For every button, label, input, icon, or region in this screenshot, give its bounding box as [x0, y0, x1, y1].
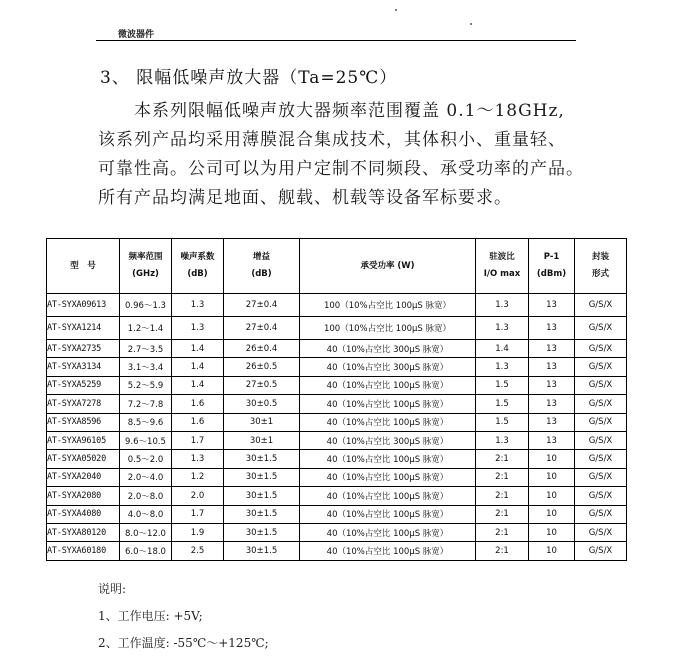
- cell-power: 40（10%占空比 100μS 脉宽）: [300, 413, 476, 431]
- intro-line: 本系列限幅低噪声放大器频率范围覆盖 0.1～18GHz,: [134, 101, 565, 121]
- cell-pkg: G/S/X: [575, 505, 627, 523]
- cell-freq: 2.0～8.0: [120, 487, 172, 505]
- cell-model: AT-SYXA80120: [47, 523, 120, 541]
- cell-freq: 2.0～4.0: [120, 468, 172, 486]
- cell-freq: 7.2～7.8: [120, 395, 172, 413]
- cell-model: AT-SYXA8596: [47, 413, 120, 431]
- spec-table: [46, 238, 627, 561]
- cell-model: AT-SYXA96105: [47, 431, 120, 449]
- cell-vswr: 2:1: [476, 505, 529, 523]
- cell-model: AT-SYXA5259: [47, 376, 120, 394]
- cell-nf: 1.9: [172, 523, 224, 541]
- table-row: [47, 317, 627, 340]
- cell-vswr: 2:1: [476, 487, 529, 505]
- cell-gain: 30±0.5: [224, 395, 300, 413]
- cell-gain: 30±1.5: [224, 523, 300, 541]
- cell-freq: 3.1～3.4: [120, 358, 172, 376]
- cell-freq: 0.96～1.3: [120, 294, 172, 317]
- cell-pkg: G/S/X: [575, 431, 627, 449]
- cell-nf: 2.5: [172, 542, 224, 560]
- cell-nf: 1.4: [172, 340, 224, 358]
- cell-model: AT-SYXA4080: [47, 505, 120, 523]
- cell-model: AT-SYXA60180: [47, 542, 120, 560]
- notes: [98, 576, 269, 657]
- cell-power: 40（10%占空比 100μS 脉宽）: [300, 487, 476, 505]
- cell-p1: 13: [529, 358, 575, 376]
- cell-model: AT-SYXA2735: [47, 340, 120, 358]
- table-row: [47, 340, 627, 358]
- cell-p1: 10: [529, 487, 575, 505]
- table-row: [47, 487, 627, 505]
- cell-nf: 1.7: [172, 505, 224, 523]
- speck-dot: [395, 9, 397, 11]
- cell-freq: 5.2～5.9: [120, 376, 172, 394]
- table-row: [47, 413, 627, 431]
- cell-power: 40（10%占空比 100μS 脉宽）: [300, 450, 476, 468]
- cell-gain: 26±0.5: [224, 358, 300, 376]
- cell-pkg: G/S/X: [575, 487, 627, 505]
- col-header-freq: 频率范围 (GHz): [120, 239, 172, 294]
- header-label: 微波器件: [118, 30, 155, 40]
- cell-vswr: 1.5: [476, 376, 529, 394]
- col-header-power: 承受功率 (W): [300, 239, 476, 294]
- cell-vswr: 2:1: [476, 468, 529, 486]
- cell-power: 40（10%占空比 100μS 脉宽）: [300, 468, 476, 486]
- cell-nf: 1.3: [172, 450, 224, 468]
- section-title: 3、 限幅低噪声放大器（Ta=25℃）: [100, 68, 398, 88]
- cell-freq: 8.5～9.6: [120, 413, 172, 431]
- cell-model: AT-SYXA7278: [47, 395, 120, 413]
- note-item: 1、工作电压: +5V;: [98, 609, 203, 623]
- cell-vswr: 1.3: [476, 317, 529, 340]
- cell-gain: 30±1.5: [224, 450, 300, 468]
- notes-title: 说明:: [98, 582, 127, 596]
- cell-gain: 30±1.5: [224, 468, 300, 486]
- cell-pkg: G/S/X: [575, 542, 627, 560]
- cell-p1: 10: [529, 523, 575, 541]
- cell-pkg: G/S/X: [575, 340, 627, 358]
- cell-vswr: 2:1: [476, 542, 529, 560]
- cell-nf: 1.3: [172, 317, 224, 340]
- cell-vswr: 2:1: [476, 523, 529, 541]
- cell-pkg: G/S/X: [575, 358, 627, 376]
- intro-line: 该系列产品均采用薄膜混合集成技术，其体积小、重量轻、: [98, 130, 566, 150]
- col-header-vswr: 驻波比 I/O max: [476, 239, 529, 294]
- cell-nf: 2.0: [172, 487, 224, 505]
- cell-freq: 4.0～8.0: [120, 505, 172, 523]
- intro-line: 所有产品均满足地面、舰载、机载等设备军标要求。: [98, 188, 512, 208]
- table-row: [47, 294, 627, 317]
- cell-p1: 10: [529, 468, 575, 486]
- cell-p1: 10: [529, 505, 575, 523]
- cell-nf: 1.7: [172, 431, 224, 449]
- cell-p1: 13: [529, 376, 575, 394]
- cell-model: AT-SYXA2040: [47, 468, 120, 486]
- cell-power: 40（10%占空比 100μS 脉宽）: [300, 523, 476, 541]
- cell-pkg: G/S/X: [575, 376, 627, 394]
- cell-p1: 10: [529, 450, 575, 468]
- col-header-gain: 增益 (dB): [224, 239, 300, 294]
- cell-gain: 26±0.4: [224, 340, 300, 358]
- col-header-model: 型 号: [47, 239, 120, 294]
- cell-nf: 1.4: [172, 376, 224, 394]
- cell-pkg: G/S/X: [575, 317, 627, 340]
- table-header-row: [47, 239, 627, 294]
- cell-model: AT-SYXA05020: [47, 450, 120, 468]
- cell-p1: 13: [529, 413, 575, 431]
- cell-power: 40（10%占空比 100μS 脉宽）: [300, 542, 476, 560]
- cell-vswr: 1.3: [476, 294, 529, 317]
- cell-gain: 30±1: [224, 413, 300, 431]
- cell-model: AT-SYXA2080: [47, 487, 120, 505]
- cell-gain: 30±1.5: [224, 487, 300, 505]
- cell-power: 40（10%占空比 300μS 脉宽）: [300, 431, 476, 449]
- table-row: [47, 450, 627, 468]
- table-row: [47, 542, 627, 560]
- cell-freq: 8.0～12.0: [120, 523, 172, 541]
- cell-model: AT-SYXA09613: [47, 294, 120, 317]
- cell-power: 40（10%占空比 100μS 脉宽）: [300, 376, 476, 394]
- cell-nf: 1.6: [172, 395, 224, 413]
- table-row: [47, 523, 627, 541]
- cell-pkg: G/S/X: [575, 395, 627, 413]
- cell-nf: 1.2: [172, 468, 224, 486]
- cell-p1: 13: [529, 340, 575, 358]
- cell-power: 40（10%占空比 100μS 脉宽）: [300, 505, 476, 523]
- cell-pkg: G/S/X: [575, 523, 627, 541]
- cell-freq: 9.6～10.5: [120, 431, 172, 449]
- cell-vswr: 1.4: [476, 340, 529, 358]
- col-header-nf: 噪声系数 (dB): [172, 239, 224, 294]
- cell-gain: 30±1.5: [224, 505, 300, 523]
- cell-p1: 13: [529, 395, 575, 413]
- cell-power: 100（10%占空比 100μS 脉宽）: [300, 317, 476, 340]
- cell-vswr: 1.3: [476, 431, 529, 449]
- col-header-p1: P-1 (dBm): [529, 239, 575, 294]
- cell-vswr: 2:1: [476, 450, 529, 468]
- cell-p1: 13: [529, 431, 575, 449]
- cell-pkg: G/S/X: [575, 413, 627, 431]
- table-row: [47, 376, 627, 394]
- table-row: [47, 431, 627, 449]
- cell-freq: 0.5～2.0: [120, 450, 172, 468]
- cell-freq: 2.7～3.5: [120, 340, 172, 358]
- cell-pkg: G/S/X: [575, 468, 627, 486]
- cell-model: AT-SYXA1214: [47, 317, 120, 340]
- cell-freq: 6.0～18.0: [120, 542, 172, 560]
- cell-gain: 27±0.4: [224, 294, 300, 317]
- cell-gain: 30±1.5: [224, 542, 300, 560]
- cell-nf: 1.6: [172, 413, 224, 431]
- intro-paragraph: [98, 97, 598, 213]
- cell-pkg: G/S/X: [575, 294, 627, 317]
- cell-power: 40（10%占空比 300μS 脉宽）: [300, 340, 476, 358]
- note-item: 2、工作温度: -55℃～+125℃;: [98, 636, 269, 650]
- cell-vswr: 1.5: [476, 395, 529, 413]
- cell-vswr: 1.5: [476, 413, 529, 431]
- cell-p1: 13: [529, 294, 575, 317]
- cell-p1: 13: [529, 317, 575, 340]
- header-rule: [96, 40, 576, 41]
- cell-pkg: G/S/X: [575, 450, 627, 468]
- cell-vswr: 1.3: [476, 358, 529, 376]
- cell-p1: 10: [529, 542, 575, 560]
- cell-gain: 27±0.4: [224, 317, 300, 340]
- cell-nf: 1.4: [172, 358, 224, 376]
- table-row: [47, 468, 627, 486]
- table-row: [47, 395, 627, 413]
- cell-nf: 1.3: [172, 294, 224, 317]
- cell-power: 40（10%占空比 300μS 脉宽）: [300, 358, 476, 376]
- intro-line: 可靠性高。公司可以为用户定制不同频段、承受功率的产品。: [98, 159, 584, 179]
- col-header-pkg: 封装 形式: [575, 239, 627, 294]
- cell-power: 40（10%占空比 100μS 脉宽）: [300, 395, 476, 413]
- table-row: [47, 358, 627, 376]
- cell-gain: 30±1: [224, 431, 300, 449]
- cell-model: AT-SYXA3134: [47, 358, 120, 376]
- cell-freq: 1.2～1.4: [120, 317, 172, 340]
- speck-dot: [470, 23, 472, 25]
- cell-gain: 27±0.5: [224, 376, 300, 394]
- cell-power: 100（10%占空比 100μS 脉宽）: [300, 294, 476, 317]
- table-row: [47, 505, 627, 523]
